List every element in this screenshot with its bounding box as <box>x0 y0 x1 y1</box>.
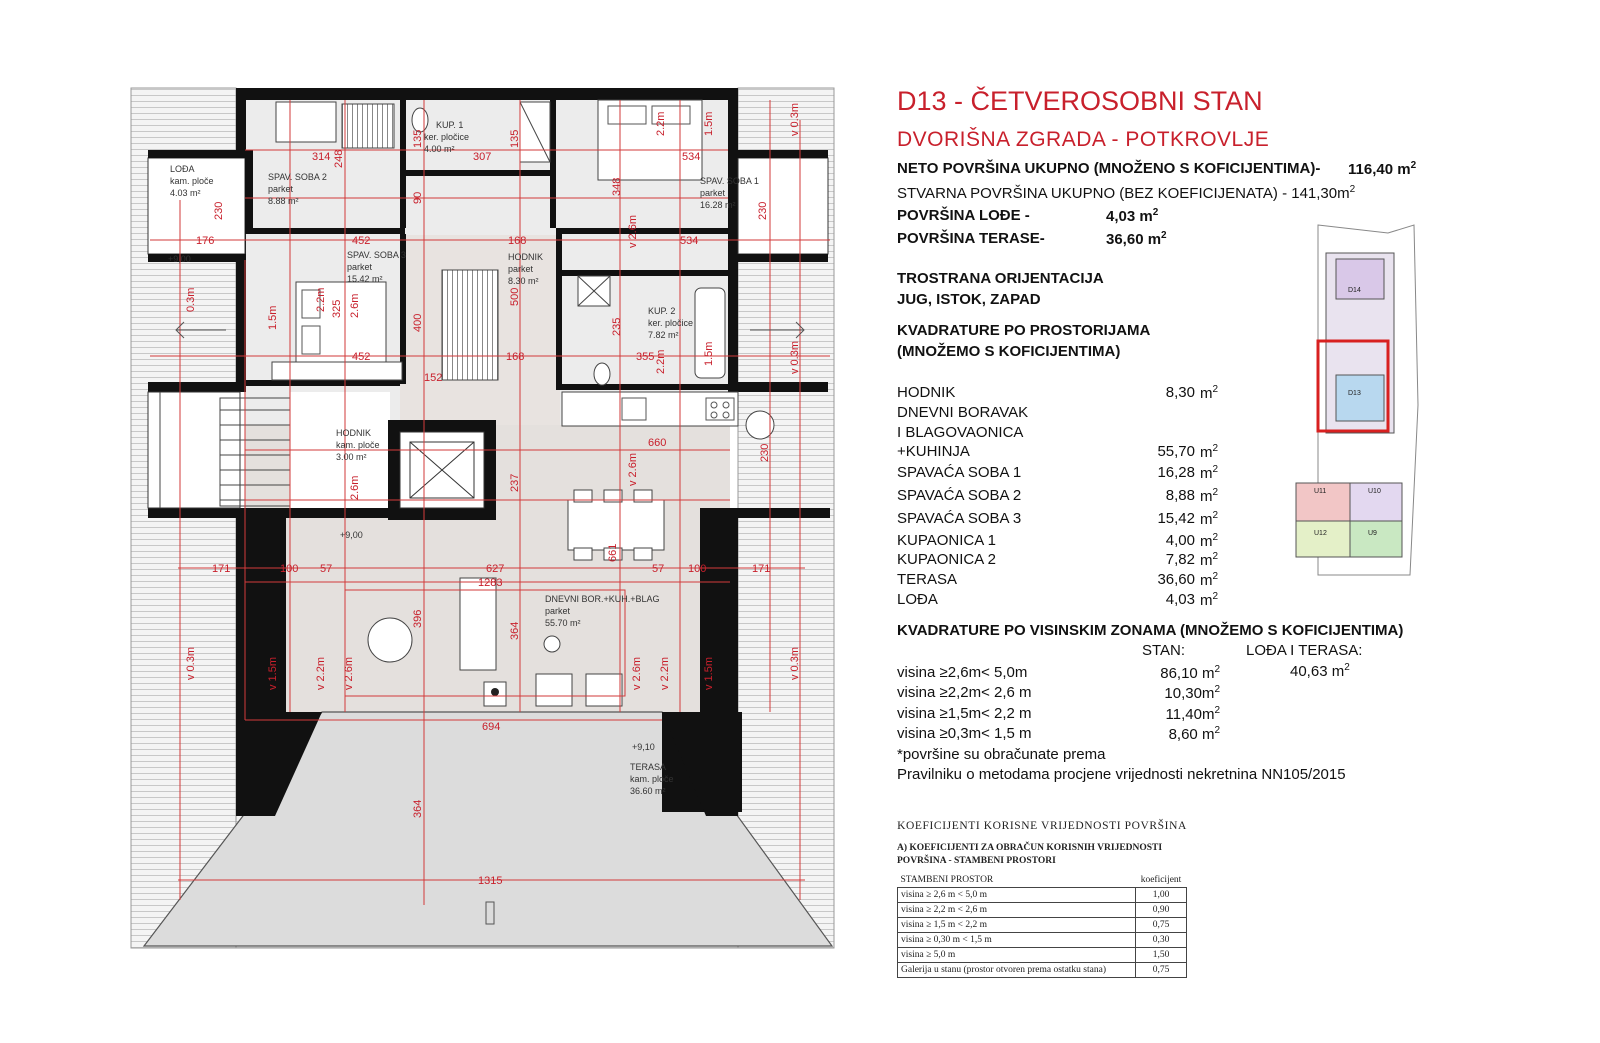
room-value: 55,70 <box>1157 443 1195 460</box>
table-row: visina ≥ 1,5 m < 2,2 m 0,75 <box>898 918 1187 933</box>
room-value: 15,42 <box>1157 510 1195 527</box>
table-row: Galerija u stanu (prostor otvoren prema ostatku stana) 0,75 <box>898 963 1187 978</box>
zones-note-2: Pravilniku o metodama procjene vrijednosti nekretnina NN105/2015 <box>897 766 1346 783</box>
dim-1315: 1315 <box>478 875 503 887</box>
level-3: +9,10 <box>632 742 655 752</box>
wall-stair-bottom <box>148 508 388 518</box>
lodja-label: POVRŠINA LOĐE - <box>897 207 1030 224</box>
room-unit: $m^2$ <box>1200 532 1219 550</box>
zone-label: visina ≥2,6m< 5,0m <box>897 664 1028 681</box>
room-value: 36,60 <box>1157 571 1195 588</box>
room-unit: $m^2$ <box>1200 464 1219 482</box>
svg-text:3.00 m²: 3.00 m² <box>336 452 367 462</box>
h-22e: v 2.2m <box>659 656 671 690</box>
wardrobe-3 <box>442 270 498 380</box>
room-label: I BLAGOVAONICA <box>897 424 1024 441</box>
svg-text:55.70 m²: 55.70 m² <box>545 618 581 628</box>
room-hodnik-stair: HODNIK <box>336 428 372 438</box>
room-value: 4,03 <box>1165 591 1195 608</box>
room-label: +KUHINJA <box>897 443 970 460</box>
room-value: 16,28 <box>1157 464 1195 481</box>
h-15d: v 1.5m <box>267 656 279 690</box>
table-row: visina ≥ 2,2 m < 2,6 m 0,90 <box>898 903 1187 918</box>
armchair-2 <box>586 674 622 706</box>
svg-text:parket: parket <box>268 184 294 194</box>
room-label: SPAVAĆA SOBA 3 <box>897 510 1022 527</box>
terasa-value: 36,60 $m^2$ <box>1106 230 1167 248</box>
room-spav2: SPAV. SOBA 2 <box>268 172 327 182</box>
h-15b: 1.5m <box>267 305 279 330</box>
mini-d13: D13 <box>1348 390 1361 397</box>
h-26d: 2.6m <box>349 475 361 500</box>
zones-note-1: *površine su obračunate prema <box>897 746 1106 763</box>
wall-top <box>236 88 738 100</box>
room-unit: $m^2$ <box>1200 571 1219 589</box>
bed-3 <box>296 282 386 362</box>
h-15e: v 1.5m <box>703 656 715 690</box>
svg-text:ker. pločice: ker. pločice <box>424 132 470 142</box>
zone-value: $11,40m^2$ <box>1165 705 1220 723</box>
room-value: 8,88 <box>1165 487 1195 504</box>
neto-label: NETO POVRŠINA UKUPNO (MNOŽENO S KOFICIJENTIMA)- <box>897 160 1321 177</box>
room-unit: $m^2$ <box>1200 591 1219 609</box>
h-22b: 2.2m <box>315 287 327 312</box>
svg-text:parket: parket <box>347 262 373 272</box>
svg-text:4.00 m²: 4.00 m² <box>424 144 455 154</box>
dim-452b: 452 <box>352 351 371 363</box>
staircase <box>148 392 240 508</box>
dim-355: 355 <box>636 351 655 363</box>
dim-400: 400 <box>412 313 424 332</box>
desk-3 <box>272 362 402 380</box>
stvarna-label: STVARNA POVRŠINA UKUPNO (BEZ KOEFICIJENATA) - $141,30m^2$ <box>897 184 1356 202</box>
koef-col-b: koeficijent <box>1136 873 1187 888</box>
site-key-plan <box>1314 225 1448 575</box>
right-balcony-wall-top <box>728 150 828 158</box>
armchair-1 <box>536 674 572 706</box>
right-balcony-wall-bottom <box>728 254 828 262</box>
dim-57b: 57 <box>652 563 665 575</box>
terasa-label: POVRŠINA TERASE- <box>897 230 1045 247</box>
dining-table <box>568 500 664 550</box>
svg-text:kam. ploče: kam. ploče <box>630 774 674 784</box>
room-label: TERASA <box>897 571 958 588</box>
svg-text:4.03 m²: 4.03 m² <box>170 188 201 198</box>
table-row: visina ≥ 2,6 m < 5,0 m 1,00 <box>898 888 1187 903</box>
wall-right-mid-top <box>728 382 828 392</box>
dim-168b: 168 <box>506 351 525 363</box>
svg-text:15.42 m²: 15.42 m² <box>347 274 383 284</box>
room-label: SPAVAĆA SOBA 2 <box>897 487 1022 504</box>
wall-right-mid-bottom <box>700 508 830 518</box>
dim-135a: 135 <box>412 129 424 148</box>
table-row: visina ≥ 0,30 m < 1,5 m 0,30 <box>898 933 1187 948</box>
neto-value: 116,40 $m^2$ <box>1348 160 1417 178</box>
level-2: +9,00 <box>340 530 363 540</box>
dim-661: 661 <box>607 543 619 562</box>
room-label: KUPAONICA 1 <box>897 532 996 549</box>
zone-value: $10,30m^2$ <box>1164 684 1220 702</box>
svg-text:8.88 m²: 8.88 m² <box>268 196 299 206</box>
mini-u12: U12 <box>1314 530 1327 537</box>
zone-value: 8,60 $m^2$ <box>1168 725 1220 743</box>
dim-364b: 364 <box>412 799 424 818</box>
zones-col-stan: STAN: <box>1142 642 1186 659</box>
dim-348: 348 <box>611 177 623 196</box>
mini-u11: U11 <box>1314 488 1327 495</box>
kitchen-counter <box>562 392 738 426</box>
room-value: 7,82 <box>1165 551 1195 568</box>
room-label: LOĐA <box>897 591 938 608</box>
room-value: 8,30 <box>1165 384 1195 401</box>
zone-value: 86,10 $m^2$ <box>1160 664 1220 682</box>
h-03c: 0.3m <box>185 287 197 312</box>
rooms-subtitle: (MNOŽEMO S KOFICIJENTIMA) <box>897 343 1121 360</box>
zone-label: visina ≥1,5m< 2,2 m <box>897 705 1032 722</box>
dim-307: 307 <box>473 151 492 163</box>
dim-1283: 1283 <box>478 577 503 589</box>
dim-90: 90 <box>412 191 424 204</box>
koef-subtitle-2: POVRŠINA - STAMBENI PROSTORI <box>897 856 1056 866</box>
page-subtitle: DVORIŠNA ZGRADA - POTKROVLJE <box>897 128 1270 151</box>
level-1: +9,00 <box>168 254 191 264</box>
h-03b: v 0.3m <box>789 340 801 374</box>
h-22d: v 2.2m <box>315 656 327 690</box>
dim-660: 660 <box>648 437 667 449</box>
dim-230a: 230 <box>213 201 225 220</box>
h-26c: v 2.6m <box>627 452 639 486</box>
zones-title: KVADRATURE PO VISINSKIM ZONAMA (MNOŽEMO S KOFICIJENTIMA) <box>897 622 1404 639</box>
bed-2 <box>276 102 336 142</box>
dim-100a: 100 <box>280 563 299 575</box>
h-22a: 2.2m <box>655 111 667 136</box>
room-kup2: KUP. 2 <box>648 306 676 316</box>
room-hodnik: HODNIK <box>508 252 544 262</box>
dim-171b: 171 <box>752 563 771 575</box>
dim-57a: 57 <box>320 563 333 575</box>
h-26f: v 2.6m <box>631 656 643 690</box>
page-title: D13 - ČETVEROSOBNI STAN <box>897 86 1263 116</box>
orient-value: JUG, ISTOK, ZAPAD <box>897 291 1041 308</box>
room-value: 4,00 <box>1165 532 1195 549</box>
svg-text:kam. ploče: kam. ploče <box>170 176 214 186</box>
table-row: visina ≥ 5,0 m 1,50 <box>898 948 1187 963</box>
toilet-2 <box>594 363 610 385</box>
loggia-wall-bottom <box>148 254 246 262</box>
dim-176: 176 <box>196 235 215 247</box>
h-15a: 1.5m <box>703 111 715 136</box>
dim-100b: 100 <box>688 563 707 575</box>
zones-col-lodja: LOĐA I TERASA: <box>1246 642 1363 659</box>
dim-534b: 534 <box>680 235 699 247</box>
room-unit: $m^2$ <box>1200 487 1219 505</box>
h-22c: 2.2m <box>655 349 667 374</box>
dim-230c: 230 <box>759 443 771 462</box>
dim-396: 396 <box>412 609 424 628</box>
toilet-1 <box>412 108 428 132</box>
round-table <box>368 618 412 662</box>
zones-lodja-value: 40,63 $m^2$ <box>1290 662 1350 680</box>
svg-text:kam. ploče: kam. ploče <box>336 440 380 450</box>
orient-title: TROSTRANA ORIJENTACIJA <box>897 270 1104 287</box>
room-unit: $m^2$ <box>1200 551 1219 569</box>
rooms-title: KVADRATURE PO PROSTORIJAMA <box>897 322 1151 339</box>
room-dnevni: DNEVNI BOR.+KUH.+BLAG <box>545 594 660 604</box>
svg-text:16.28 m²: 16.28 m² <box>700 200 736 210</box>
mini-u10: U10 <box>1368 488 1381 495</box>
room-terasa: TERASA <box>630 762 667 772</box>
koef-col-a: STAMBENI PROSTOR <box>898 873 1136 888</box>
dim-325: 325 <box>331 299 343 318</box>
dim-152: 152 <box>424 372 443 384</box>
dim-237: 237 <box>509 473 521 492</box>
h-03e: v 0.3m <box>789 646 801 680</box>
koef-title: KOEFICIJENTI KORISNE VRIJEDNOSTI POVRŠINA <box>897 820 1187 832</box>
room-label: DNEVNI BORAVAK <box>897 404 1029 421</box>
dim-135b: 135 <box>509 129 521 148</box>
h-15c: 1.5m <box>703 341 715 366</box>
room-unit: $m^2$ <box>1200 510 1219 528</box>
mini-d14: D14 <box>1348 287 1361 294</box>
sofa <box>460 578 496 670</box>
dim-364a: 364 <box>509 621 521 640</box>
room-kup1: KUP. 1 <box>436 120 464 130</box>
h-26e: v 2.6m <box>343 656 355 690</box>
wall-right-upper <box>728 88 738 382</box>
zone-label: visina ≥2,2m< 2,6 m <box>897 684 1032 701</box>
room-label: HODNIK <box>897 384 956 401</box>
dim-452a: 452 <box>352 235 371 247</box>
svg-text:8.30 m²: 8.30 m² <box>508 276 539 286</box>
h-03a: v 0.3m <box>789 102 801 136</box>
dim-534a: 534 <box>682 151 701 163</box>
room-unit: $m^2$ <box>1200 384 1219 402</box>
mini-u9: U9 <box>1368 530 1377 537</box>
svg-text:7.82 m²: 7.82 m² <box>648 330 679 340</box>
h-26a: v 2.6m <box>627 214 639 248</box>
wall-stair-top <box>148 382 246 392</box>
bed-1 <box>598 100 702 180</box>
zone-label: visina ≥0,3m< 1,5 m <box>897 725 1032 742</box>
svg-text:36.60 m²: 36.60 m² <box>630 786 666 796</box>
svg-text:parket: parket <box>508 264 534 274</box>
dim-168a: 168 <box>508 235 527 247</box>
coefficient-table <box>897 820 1187 978</box>
room-spav3: SPAV. SOBA 3 <box>347 250 406 260</box>
wardrobe-2 <box>342 104 394 148</box>
room-label: SPAVAĆA SOBA 1 <box>897 464 1022 481</box>
h-03d: v 0.3m <box>185 646 197 680</box>
svg-text:ker. pločice: ker. pločice <box>648 318 694 328</box>
dim-500: 500 <box>509 287 521 306</box>
lodja-value: 4,03 $m^2$ <box>1106 207 1159 225</box>
room-spav1: SPAV. SOBA 1 <box>700 176 759 186</box>
koef-header-row <box>898 873 1187 888</box>
loggia-wall-top <box>148 150 246 158</box>
dim-171a: 171 <box>212 563 231 575</box>
room-label: KUPAONICA 2 <box>897 551 996 568</box>
svg-text:parket: parket <box>700 188 726 198</box>
dim-235: 235 <box>611 317 623 336</box>
room-unit: $m^2$ <box>1200 443 1219 461</box>
dim-314: 314 <box>312 151 331 163</box>
koef-subtitle-1: A) KOEFICIJENTI ZA OBRAČUN KORISNIH VRIJEDNOSTI <box>897 843 1163 853</box>
dim-627: 627 <box>486 563 505 575</box>
svg-text:parket: parket <box>545 606 571 616</box>
h-26b: 2.6m <box>349 293 361 318</box>
dim-230b: 230 <box>757 201 769 220</box>
dim-694: 694 <box>482 721 501 733</box>
dim-248: 248 <box>333 149 345 168</box>
room-lodja: LOĐA <box>170 164 195 174</box>
